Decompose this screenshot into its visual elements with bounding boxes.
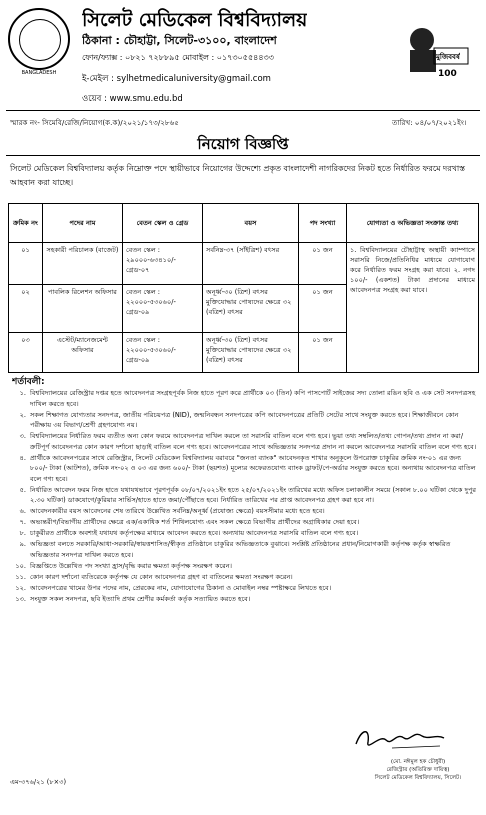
term-text: প্রার্থীকে আবেদনপত্রের সাথে রেজিস্ট্রার, সিলেট মেডিকেল বিশ্ববিদ্যালয় বরাবরে "জনতা ব্যাংক" আবেদনকৃত শাখার অনুকূলে উপরোক্ত চাকুরির ক্রমিক নং-০১ এর জন্য ৮০০/- টাকা (আটশত), ক্রমিক নং-০২ ও ০৩ এর জন্য ৬০০/- টাকা (ছয়শত) মূল্যের অফেরতযোগ্য ব্যাংক ড্রাফট/পে-অর্ডার সংযুক্ত করতে হবে। অন্যথায় আবেদনপত্র বাতিল বলে গণ্য হবে। [30, 453, 476, 483]
term-text: নির্ধারিত আবেদন ফরম নিজ হাতে যথাযথভাবে পূরণপূর্বক ০৮/০৭/২০২১ইং হতে ২৫/০৭/২০২১ইং তারিখের মধ্যে অফিস চলাকালীন সময়ে (সকাল ৮.০০ ঘটিকা থেকে দুপুর ২.৩০ ঘটিকা) ডাকযোগে/কুরিয়ার সার্ভিস/হাতে হাতে জমা/পৌঁছাতে হবে। নির্ধারিত তারিখের পর প্রাপ্ত আবেদনপত্র গ্রহণ করা হবে না। [30, 485, 477, 504]
term-item [8, 453, 478, 485]
row-count: ০১ জন [299, 243, 347, 285]
term-item [8, 410, 478, 431]
term-item [8, 388, 478, 409]
mujib-year-emblem [400, 18, 472, 80]
col-header-count: পদ সংখ্যা [299, 204, 347, 243]
row-age: সর্বনিম্ন-৩৭ (সাঁইত্রিশ) বৎসর [203, 243, 299, 285]
term-text: আবেদনপত্রের খামের উপর পদের নাম, প্রেরকের নাম, যোগাযোগের ঠিকানা ও মোবাইল নম্বর স্পষ্টাক্ষরে লিখতে হবে। [30, 583, 332, 592]
term-item [8, 431, 478, 452]
qualification-cell: ১. বিশ্ববিদ্যালয়ের চৌহাট্টাস্থ অস্থায়ী ক্যাম্পাসে সরাসরি নিজে/প্রতিনিধির মাধ্যমে যোগাযোগ করে নির্ধারিত ফরম সংগ্রহ করা যাবে। ২. নগদ ১০০/- (একশত) টাকা প্রদানের মাধ্যমে আবেদনপত্র সংগ্রহ করা যাবে। [347, 243, 479, 373]
phone-line: ফোন/ফ্যাক্স : ০৮২১ ৭২৮৮৯৫ মোবাইল : ০১৭৩০৫৫৪৪৩৩ [82, 53, 274, 62]
signatory-org: সিলেট মেডিকেল বিশ্ববিদ্যালয়, সিলেট। [374, 775, 462, 781]
term-text: আবেদনকারীর বয়স আবেদনের শেষ তারিখে উল্লেখিত সর্বনিম্ন/অনূর্ধ্ব (প্রযোজ্য ক্ষেত্রে) বয়সসীমার মধ্যে হতে হবে। [30, 507, 325, 515]
svg-text:100: 100 [438, 69, 457, 79]
row-scale: বেতন স্কেল : ২২০০০-৫৩০৬০/- গ্রেড-০৯ [123, 285, 203, 333]
row-count: ০১ জন [299, 333, 347, 373]
notice-date: তারিখ: ০৪/০৭/২০২১ইং। [392, 118, 467, 127]
row-post: পাবলিক রিলেশন অফিসার [43, 285, 123, 333]
row-scale: বেতন স্কেল : ২২০০০-৫৩০৬০/- গ্রেড-০৯ [123, 333, 203, 373]
term-text: চাকুরীরত প্রার্থীকে অবশ্যই যথাযথ কর্তৃপক্ষের মাধ্যমে আবেদন করতে হবে। অন্যথায় আবেদনপত্র সরাসরি বাতিল বলে গণ্য হবে। [30, 529, 359, 537]
col-header-post: পদের নাম [43, 204, 123, 243]
logo-label: BANGLADESH [21, 70, 57, 76]
term-text: অভ্যন্তরীণ/বিভাগীয় প্রার্থীদের ক্ষেত্রে এক/একাধিক শর্ত শিথিলযোগ্য এবং সকল ক্ষেত্রে বিভাগীয় প্রার্থীদের অগ্রাধিকার দেয়া হবে। [30, 518, 360, 526]
term-number: ১১. [15, 572, 26, 581]
registrar-signature [352, 724, 448, 754]
term-number: ২. [19, 410, 26, 419]
row-post: সহকারী পরিচালক (বাজেট) [43, 243, 123, 285]
term-number: ৯. [19, 540, 26, 548]
term-number: ৬. [19, 507, 26, 515]
row-age: অনূর্ধ্ব-৩০ (ত্রিশ) বৎসর মুক্তিযোদ্ধার পোষ্যদের ক্ষেত্রে ৩২ (বত্রিশ) বৎসর [203, 333, 299, 373]
term-text: বিজ্ঞপ্তিতে উল্লেখিত পদ সংখ্যা হ্রাস/বৃদ্ধি করার ক্ষমতা কর্তৃপক্ষ সংরক্ষণ করেন। [30, 561, 233, 570]
term-text: কোন কারণ দর্শানো ব্যতিরেকে কর্তৃপক্ষ যে কোন আবেদনপত্র গ্রহণ বা বাতিলের ক্ষমতা সংরক্ষণ করেন। [30, 572, 293, 581]
term-item [8, 528, 478, 539]
terms-title: শর্তাবলী: [12, 377, 45, 387]
terms-list [8, 388, 478, 605]
term-item [8, 583, 478, 594]
term-number: ৩. [19, 432, 26, 440]
emblem-text: মুজিববর্ষ [436, 53, 460, 61]
row-age: অনূর্ধ্ব-৩০ (ত্রিশ) বৎসর মুক্তিযোদ্ধার পোষ্যদের ক্ষেত্রে ৩২ (বত্রিশ) বৎসর [203, 285, 299, 333]
term-item [8, 572, 478, 583]
row-scale: বেতন স্কেল : ২৯০০০-৬৩৪১০/- গ্রেড-০৭ [123, 243, 203, 285]
term-text: বিশ্ববিদ্যালয়ের নির্ধারিত ফরম ব্যতীত অন্য কোন ফরমে আবেদনপত্র দাখিল করলে তা সরাসরি বাতিল বলে গণ্য হবে। ভুয়া তথ্য সম্বলিত/তথ্য গোপন/তথ্য প্রদান না করা/ক্রটিপূর্ণ আবেদনপত্র কোন কারণ দর্শানো ছাড়াই বাতিল বলে গণ্য হবে। আবেদনপত্রের সাথে অভিজ্ঞতার সনদপত্র প্রদান না করলে আবেদনপত্র সরাসরি বাতিল বলে গণ্য হবে। [30, 432, 477, 451]
mujib-portrait-icon [400, 18, 472, 80]
term-number: ৮. [19, 529, 26, 537]
col-header-qualification: যোগ্যতা ও অভিজ্ঞতা সংক্রান্ত তথ্য [347, 204, 479, 243]
term-item [8, 506, 478, 517]
term-number: ১২. [15, 583, 26, 592]
university-logo [8, 8, 70, 70]
address-line: ঠিকানা : চৌহাট্টা, সিলেট-৩১০০, বাংলাদেশ [82, 34, 277, 47]
row-count: ০১ জন [299, 285, 347, 333]
row-serial: ০৩ [9, 333, 43, 373]
term-item [8, 561, 478, 572]
title-divider [6, 155, 480, 156]
table-header-row [9, 204, 479, 243]
term-number: ১. [19, 389, 26, 397]
term-text: সকল শিক্ষাগত যোগ্যতার সনদপত্র, জাতীয় পরিচয়পত্র (NID), জন্মনিবন্ধন সনদপত্রের কপি আবেদনপত্রের প্রতিটি সেটের সাথে সংযুক্ত করতে হবে। শিক্ষাজীবনে কোন পরীক্ষায় ৩য় বিভাগ/শ্রেণী গ্রহণযোগ্য নয়। [30, 410, 459, 429]
term-item [8, 517, 478, 528]
col-header-age: বয়স [203, 204, 299, 243]
term-item [8, 594, 478, 605]
term-number: ৪. [19, 453, 26, 462]
university-title: সিলেট মেডিকেল বিশ্ববিদ্যালয় [82, 9, 308, 31]
col-header-serial: ক্রমিক নং [9, 204, 43, 243]
logo-emblem-icon [19, 19, 61, 61]
signatory-name: (মো. নঈমুল হক চৌধুরী) [390, 759, 446, 765]
posts-table [8, 203, 479, 373]
signatory-block [358, 758, 478, 782]
term-item [8, 539, 478, 560]
row-serial: ০১ [9, 243, 43, 285]
header-divider [6, 110, 480, 111]
table-row [9, 243, 479, 285]
col-header-scale: বেতন স্কেল ও গ্রেড [123, 204, 203, 243]
term-number: ৭. [19, 518, 26, 526]
row-serial: ০২ [9, 285, 43, 333]
intro-paragraph: সিলেট মেডিকেল বিশ্ববিদ্যালয় কর্তৃক নিম্নোক্ত পদে স্থায়ীভাবে নিয়োগের উদ্দেশ্যে প্রকৃত বাংলাদেশী নাগরিকদের নিকট হতে নির্ধারিত ফরমে দরখাস্ত আহবান করা যাচ্ছে। [10, 164, 465, 187]
term-number: ৫. [19, 485, 26, 494]
memo-number: স্মারক নং- সিমেবি/রেজি/নিয়োগ(ক.ক)/২০২১/১৭৩/২৮৬৫ [10, 118, 179, 127]
term-text: সংযুক্ত সকল সনদপত্র, ছবি ইত্যাদি প্রথম শ্রেণীর কর্মকর্তা কর্তৃক সত্যায়িত করতে হবে। [30, 594, 251, 603]
term-item [8, 485, 478, 506]
term-text: অভিজ্ঞতা বলতে সরকারি/আধা-সরকারি/স্বায়ত্তশাসিত/স্বীকৃত প্রতিষ্ঠানে চাকুরির অভিজ্ঞতাকে বুঝাবে। সংশ্লিষ্ট প্রতিষ্ঠানের প্রধান/নিয়োগকারী কর্তৃপক্ষ কর্তৃক স্বাক্ষরিত অভিজ্ঞতার সনদপত্র দাখিল করতে হবে। [30, 540, 451, 559]
term-number: ১০. [15, 561, 26, 570]
website-line: ওয়েব : www.smu.edu.bd [82, 94, 183, 104]
email-line: ই-মেইল : sylhetmedicaluniversity@gmail.com [82, 74, 271, 84]
term-text: বিশ্ববিদ্যালয়ের রেজিস্ট্রার দপ্তর হতে আবেদনপত্র সংগ্রহপূর্বক নিজ হাতে পূরণ করে প্রার্থীকে ০৩ (তিন) কপি পাসপোর্ট সাইজের সদ্য তোলা রঙিন ছবি ও এক সেট সনদপত্রসহ দাখিল করতে হবে। [30, 389, 476, 408]
signatory-title: রেজিস্ট্রার (অতিরিক্ত দায়িত্ব) [386, 767, 450, 773]
notice-title: নিয়োগ বিজ্ঞপ্তি [197, 135, 289, 153]
footer-code: এম-৩৭৬/২১ (৮×৩) [10, 778, 67, 786]
term-number: ১৩. [15, 594, 26, 603]
row-post: এস্টেট/ম্যানেজমেন্ট অফিসার [43, 333, 123, 373]
